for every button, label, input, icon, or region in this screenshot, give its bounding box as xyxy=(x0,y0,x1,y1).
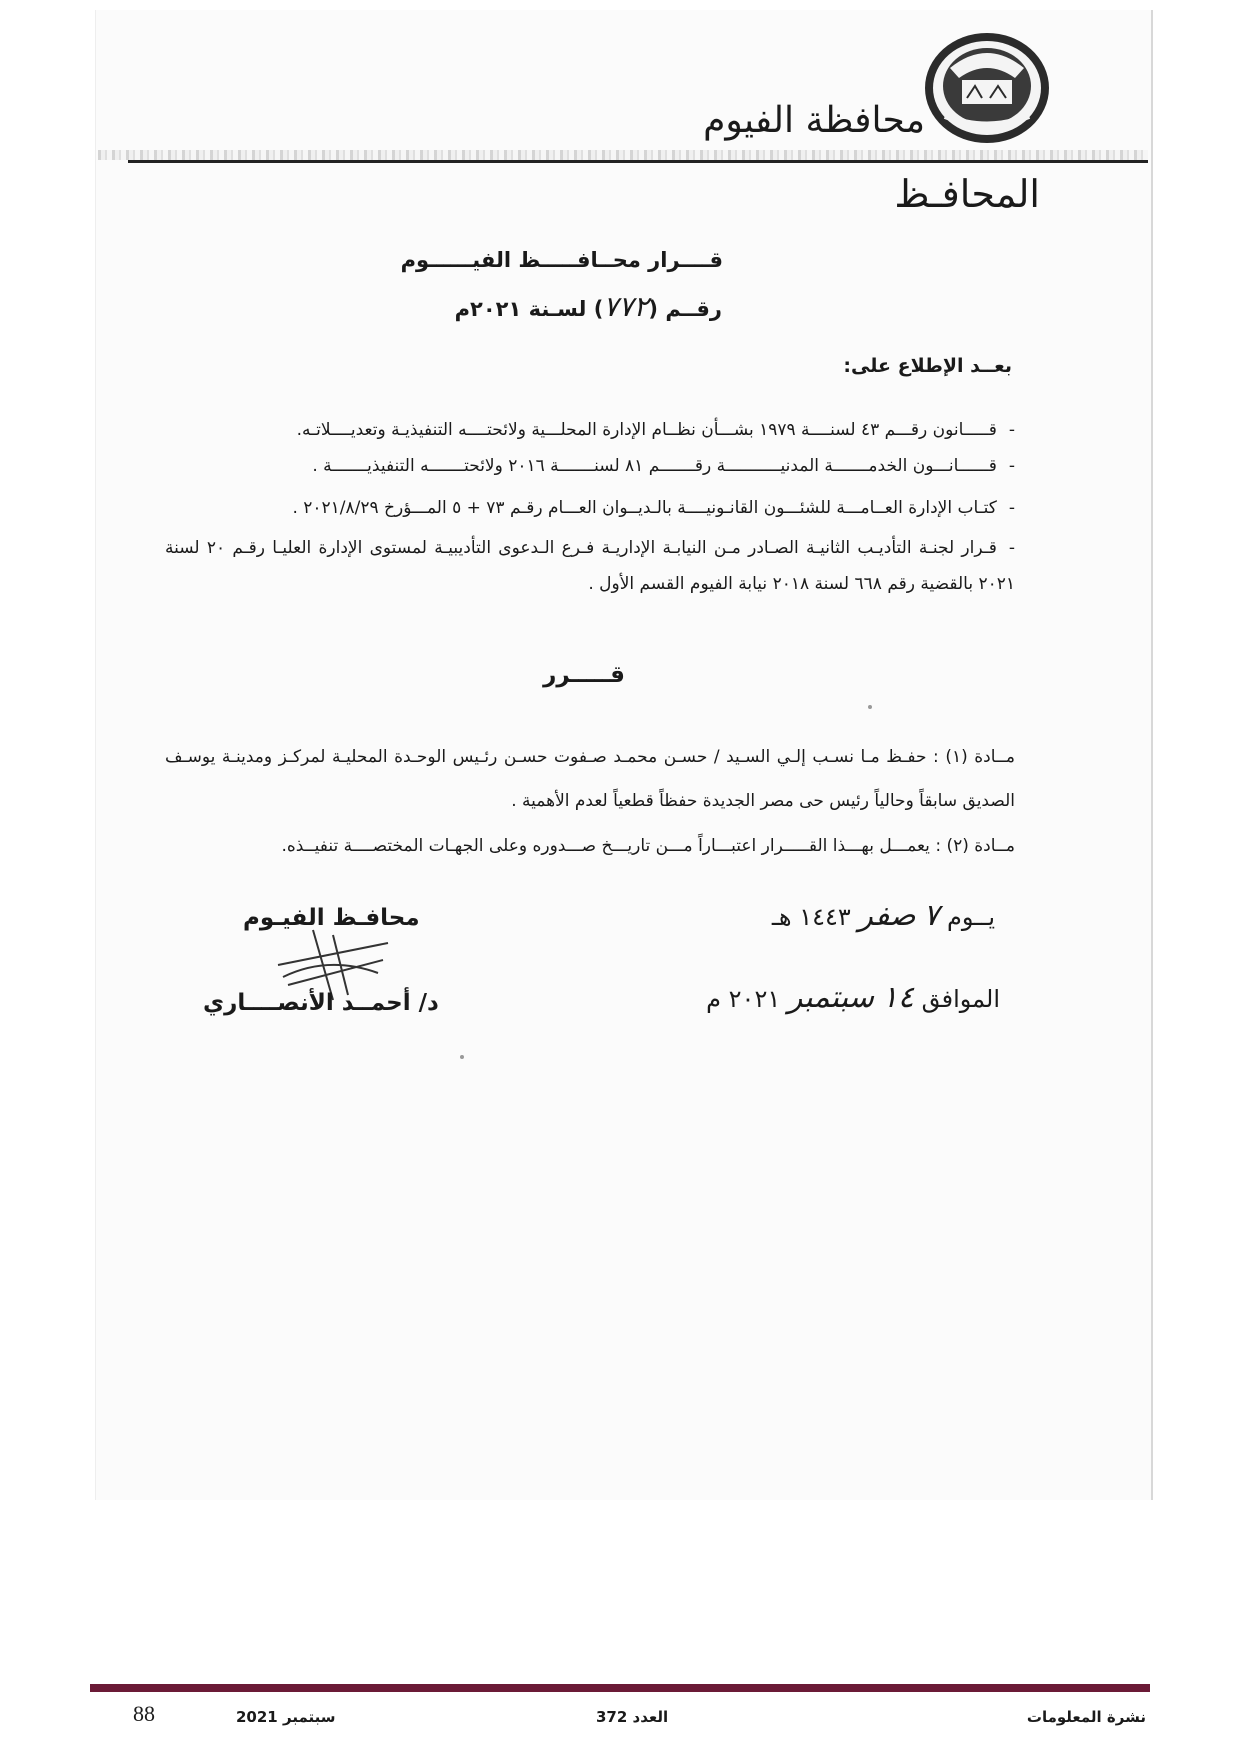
clause-item: -قــــــانـــون الخدمـــــــة المدنيـــــــــــة رقـــــــم ٨١ لسنـــــــة ٢٠١٦ ولائحتـــــــه التنفيذيـــــــة . xyxy=(312,456,1015,476)
footer-year: 2021 xyxy=(236,1708,278,1726)
header-divider xyxy=(128,160,1148,163)
governorate-seal-icon xyxy=(920,28,1055,148)
gregorian-year: ٢٠٢١ م xyxy=(706,985,781,1013)
clause-text: قـرار لجنـة التأديـب الثانيـة الصـادر مـن النيابـة الإداريـة فـرع الـدعوى التأديبيـة لمستوى الإدارة العليـا رقـم ٢٠ لسنة ٢٠٢١ بالقضية رقم ٦٦٨ لسنة ٢٠١٨ نيابة الفيوم القسم الأول . xyxy=(165,538,1015,594)
decision-heading: قـــــرر xyxy=(543,662,625,688)
decree-title: قــــرار محــافـــــظ الفيــــــوم xyxy=(400,248,723,272)
day-label: يــوم xyxy=(947,903,995,931)
footer-date xyxy=(236,1708,336,1726)
footer-issue xyxy=(596,1708,668,1726)
article-item: مــادة (١) : حفـظ مـا نسـب إلـي السـيد / حسـن محمـد صـفوت حسـن رئـيس الوحـدة المحليـة لمركـز ومدينـة يوسـف الصديق سابقاً وحالياً رئيس حى مصر الجديدة حفظاً قطعياً لعدم الأهمية . xyxy=(165,747,1015,811)
signatory-title: محافـظ الفيـوم xyxy=(243,905,420,931)
hijri-month-handwritten: صفر xyxy=(858,898,916,933)
governor-handwritten-label: المحافـظ xyxy=(894,172,1040,216)
clause-text: قـــــانون رقـــم ٤٣ لسنــــة ١٩٧٩ بشـــأن نظــام الإدارة المحلـــية ولائحتــــه التنفيذيـة وتعديــــلاتـه. xyxy=(296,420,997,440)
hijri-year: ١٤٤٣ هـ xyxy=(771,903,851,931)
governorate-heading: محافظة الفيوم xyxy=(703,100,925,141)
decree-number-line xyxy=(455,290,722,323)
gregorian-month-handwritten: سبتمبر xyxy=(787,980,875,1015)
scan-dot xyxy=(460,1055,464,1059)
signatory-name: د/ أحمــد الأنصــــاري xyxy=(203,990,439,1016)
clause-item: -كتـاب الإدارة العــامـــة للشئـــون القانـونيــــة بالـديــوان العـــام رقـم ٧٣ + ٥ المـــؤرخ ٢٠٢١/٨/٢٩ . xyxy=(292,498,1015,518)
clause-text: قــــــانـــون الخدمـــــــة المدنيـــــــــــة رقـــــــم ٨١ لسنـــــــة ٢٠١٦ ولائحتـــــــه التنفيذيـــــــة . xyxy=(312,456,997,476)
gregorian-date xyxy=(706,980,1000,1015)
article-item: مــادة (٢) : يعمـــل بهـــذا القـــــرار اعتبـــاراً مـــن تاريـــخ صـــدوره وعلى الجهـات المختصــــة تنفيــذه. xyxy=(281,836,1015,856)
decree-number-handwritten: ٧٧٢ xyxy=(603,290,649,323)
gregorian-day-handwritten: ١٤ xyxy=(881,980,914,1015)
hijri-day-handwritten: ٧ xyxy=(923,898,940,933)
footer-publication: نشرة المعلومات xyxy=(1026,1708,1146,1726)
footer-issue-label: العدد xyxy=(632,1708,669,1726)
clause-text: كتـاب الإدارة العــامـــة للشئـــون القانـونيــــة بالـديــوان العـــام رقـم ٧٣ + ٥ المـــؤرخ ٢٠٢١/٨/٢٩ . xyxy=(292,498,997,518)
footer-month: سبتمبر xyxy=(282,1708,336,1726)
footer-bar xyxy=(90,1684,1150,1692)
clause-item: -قـــــانون رقـــم ٤٣ لسنــــة ١٩٧٩ بشـــأن نظــام الإدارة المحلـــية ولائحتــــه التنفيذيـة وتعديــــلاتـه. xyxy=(296,420,1015,440)
scan-header-noise xyxy=(98,150,1148,160)
decree-number-prefix: رقــم ( xyxy=(648,297,722,321)
clause-item: -قـرار لجنـة التأديـب الثانيـة الصـادر مـن النيابـة الإداريـة فـرع الـدعوى التأديبيـة لمستوى الإدارة العليـا رقـم ٢٠ لسنة ٢٠٢١ بالقضية رقم ٦٦٨ لسنة ٢٠١٨ نيابة الفيوم القسم الأول . xyxy=(165,538,1015,594)
footer-issue-number: 372 xyxy=(596,1708,628,1726)
scan-dot xyxy=(868,705,872,709)
decree-number-suffix: ) لسـنة ٢٠٢١م xyxy=(454,297,604,321)
decree-intro: بعــد الإطلاع على: xyxy=(843,355,1012,377)
gregorian-label: الموافق xyxy=(921,985,1000,1013)
hijri-date xyxy=(772,898,995,933)
page-number: 88 xyxy=(133,1701,155,1726)
